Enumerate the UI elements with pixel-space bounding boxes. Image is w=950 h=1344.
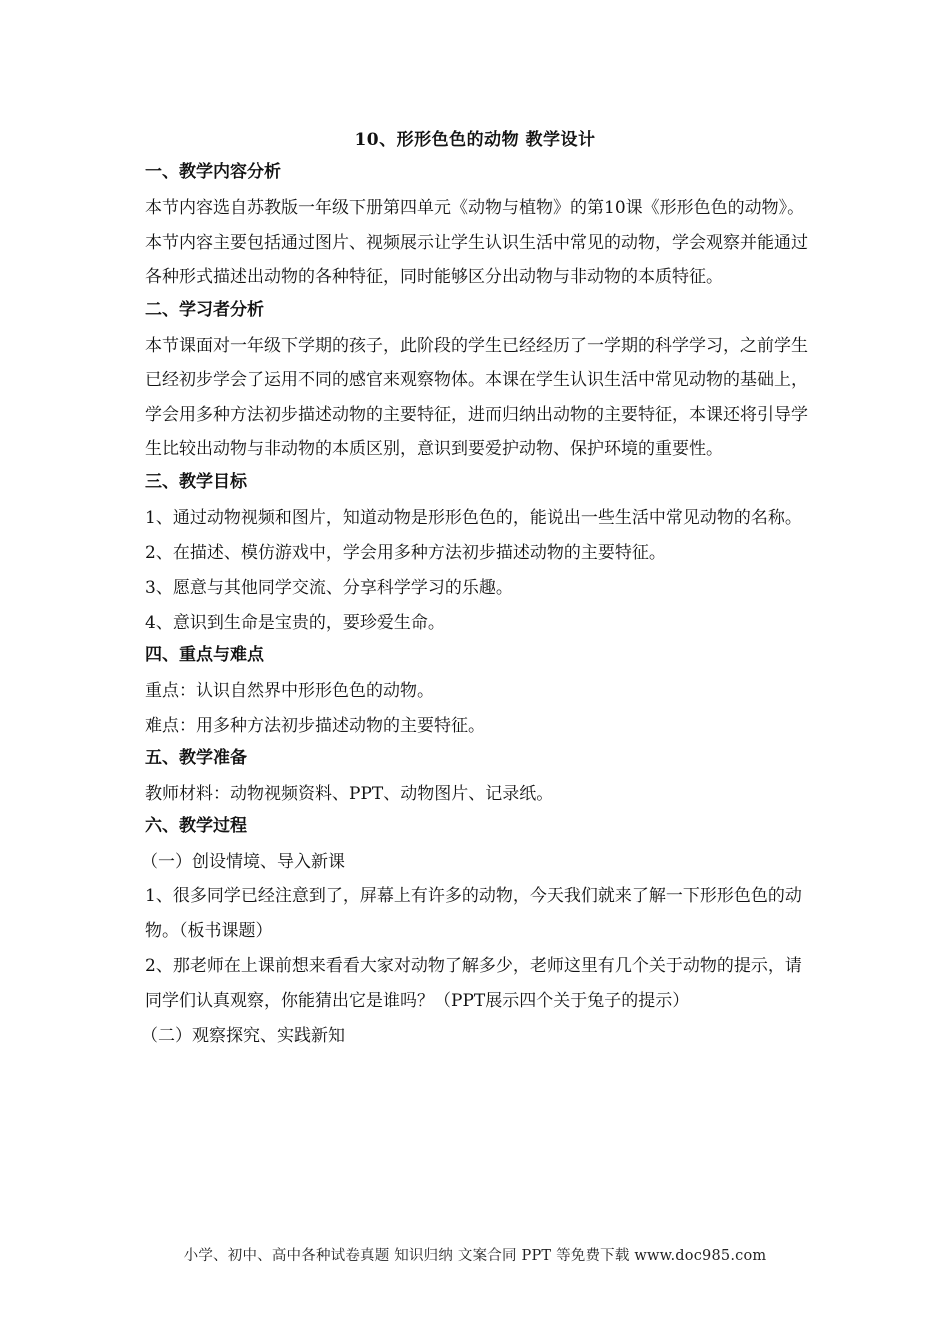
process-part-1-title: （一）创设情境、导入新课	[141, 852, 345, 872]
document-title: 10、形形色色的动物 教学设计	[354, 130, 596, 150]
document-body	[141, 158, 810, 1053]
section-heading-key-difficult: 四、重点与难点	[145, 645, 264, 665]
process-step-2: 2、那老师在上课前想来看看大家对动物了解多少，老师这里有几个关于动物的提示，请同学们认真观察，你能猜出它是谁吗？（PPT展示四个关于兔子的提示）	[145, 956, 802, 1011]
section-heading-content-analysis: 一、教学内容分析	[145, 162, 281, 182]
key-point: 重点：认识自然界中形形色色的动物。	[145, 681, 434, 701]
goal-item-1: 1、通过动物视频和图片，知道动物是形形色色的，能说出一些生活中常见动物的名称。	[145, 507, 802, 528]
section-heading-preparation: 五、教学准备	[145, 748, 247, 768]
section-heading-teaching-process: 六、教学过程	[145, 816, 247, 836]
goal-item-3: 3、愿意与其他同学交流、分享科学学习的乐趣。	[145, 578, 513, 598]
process-step-1: 1、很多同学已经注意到了，屏幕上有许多的动物，今天我们就来了解一下形形色色的动物。（板书课题）	[145, 886, 802, 941]
process-part-2-title: （二）观察探究、实践新知	[141, 1026, 345, 1046]
section-heading-learner-analysis: 二、学习者分析	[145, 299, 264, 320]
learner-analysis-paragraph: 本节课面对一年级下学期的孩子，此阶段的学生已经经历了一学期的科学学习，之前学生已经初步学会了运用不同的感官来观察物体。本课在学生认识生活中常见动物的基础上，学会用多种方法初步描述动物的主要特征，进而归纳出动物的主要特征，本课还将引导学生比较出动物与非动物的本质区别，意识到要爱护动物、保护环境的重要性。	[145, 335, 808, 459]
teacher-materials: 教师材料：动物视频资料、PPT、动物图片、记录纸。	[145, 784, 554, 804]
goal-item-2: 2、在描述、模仿游戏中，学会用多种方法初步描述动物的主要特征。	[145, 543, 666, 563]
goal-item-4: 4、意识到生命是宝贵的，要珍爱生命。	[145, 613, 445, 633]
difficult-point: 难点：用多种方法初步描述动物的主要特征。	[145, 716, 485, 736]
section-heading-teaching-goals: 三、教学目标	[145, 471, 247, 492]
content-analysis-paragraph: 本节内容选自苏教版一年级下册第四单元《动物与植物》的第10课《形形色色的动物》。本节内容主要包括通过图片、视频展示让学生认识生活中常见的动物，学会观察并能通过各种形式描述出动物的各种特征，同时能够区分出动物与非动物的本质特征。	[145, 198, 808, 287]
page-footer: 小学、初中、高中各种试卷真题 知识归纳 文案合同 PPT 等免费下载 www.doc985.com	[183, 1248, 767, 1264]
